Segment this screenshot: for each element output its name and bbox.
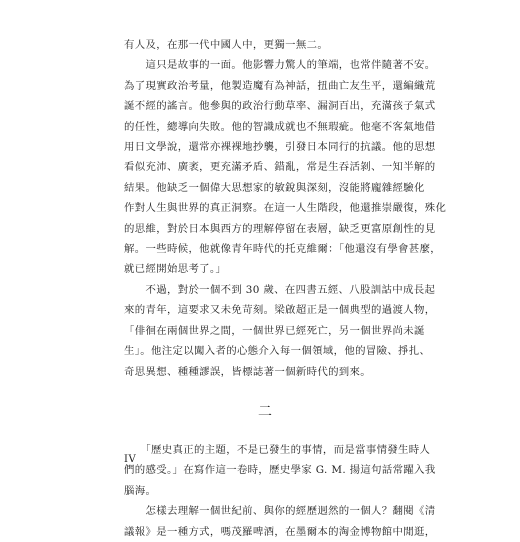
text-line: 有人及，在那一代中國人中，更獨一無二。 xyxy=(124,39,329,51)
text-line: 的思維，對於日本與西方的理解停留在表層，缺乏更富原創性的見 xyxy=(124,222,436,235)
text-line: 議報》是一種方式，嗎茂羅啤酒，在墨爾本的淘金博物館中閒逛， xyxy=(124,525,436,538)
text-line: 就已經開始思考了。」 xyxy=(124,263,227,276)
text-line: 奇思異想、種種謬誤，皆標誌著一個新時代的到來。 xyxy=(124,365,372,378)
text-line: 們的感受。」在寫作這一卷時，歷史學家 G. M. 揚這句話常躍入我 xyxy=(124,464,436,477)
text-line: 為了現實政治考量，他製造魔有為神話，扭曲亡友生平，還編織荒 xyxy=(124,79,436,92)
paragraph xyxy=(124,35,406,55)
text-line: 解。一些時候，他就像青年時代的托克維爾：「他還沒有學會甚麼， xyxy=(124,243,442,256)
text-line: 來的青年，這要求又未免苛刻。梁啟超正是一個典型的過渡人物， xyxy=(124,304,436,317)
text-line: 這只是故事的一面。他影響力驚人的筆端，也常伴隨著不安。 xyxy=(124,59,436,72)
text-line: 誕不經的謠言。他參與的政治行動草率、漏洞百出，充滿孩子氣式 xyxy=(124,100,436,113)
paragraph xyxy=(124,55,447,279)
text-line: 生」。他注定以闖入者的心態介入每一個領域，他的冒險、掙扎、 xyxy=(124,345,431,358)
text-line: 不過，對於一個不到 30 歲、在四書五經、八股訓詁中成長起 xyxy=(124,283,436,296)
text-line: 的任性，總導向失敗。他的智識成就也不無瑕疵。他毫不客氣地借 xyxy=(124,120,436,133)
text-line: 看似充沛、廣袤，更充滿矛盾、錯亂，常是生吞活剝、一知半解的 xyxy=(124,161,436,174)
text-line: 「俳徊在兩個世界之間，一個世界已經死亡，另一個世界尚未誕 xyxy=(124,324,425,337)
paragraph xyxy=(124,501,436,542)
text-line: 結果。他缺乏一個偉大思想家的敏銳與深刻，沒能將龐雜經驗化 xyxy=(124,181,425,194)
section-number: 二 xyxy=(258,403,272,420)
page-number: IV xyxy=(124,454,137,465)
paragraph xyxy=(124,440,436,501)
text-line: 用日文學說，還常亦裸裸地抄襲，引發日本同行的抗議。他的思想 xyxy=(124,141,436,154)
text-line: 「歷史真正的主題，不是已發生的事情，而是當事情發生時人 xyxy=(124,443,431,456)
paragraph xyxy=(124,280,436,382)
text-line: 作對人生與世界的真正洞察。在這一人生階段，他還推崇嚴復，殊化 xyxy=(124,202,447,215)
body-text xyxy=(124,35,447,542)
text-line: 腦海。 xyxy=(124,484,157,497)
text-line: 怎樣去理解一個世紀前、與你的經歷迥然的一個人？翻閱《清 xyxy=(124,505,436,518)
